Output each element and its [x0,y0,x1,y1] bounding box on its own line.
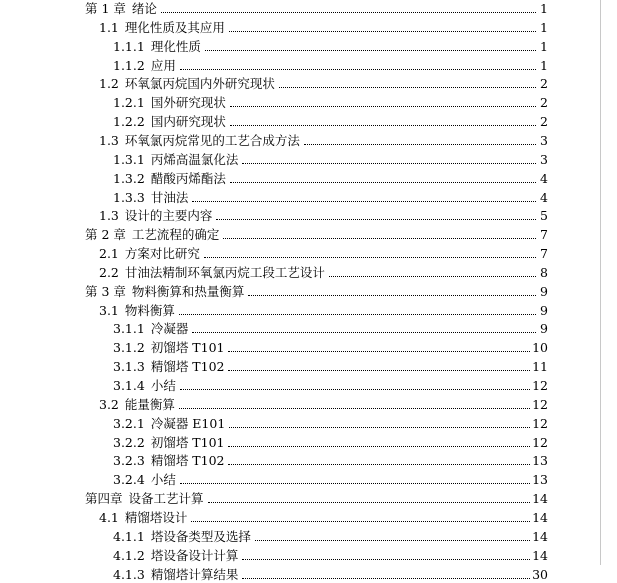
toc-entry-level-1[interactable] [85,0,548,17]
toc-entry-number: 4.1.3 [113,566,145,582]
dot-leader [279,87,536,88]
dot-leader [191,521,530,522]
toc-row [0,168,617,187]
toc-entry-title: 物料衡算和热量衡算 [131,283,245,299]
toc-row [0,526,617,545]
dot-leader [192,201,536,202]
toc-row [0,17,617,36]
dot-leader [161,12,536,13]
toc-entry-page-number: 12 [532,378,548,393]
toc-entry-page-number: 2 [540,95,548,111]
toc-entry-number: 1.2 [99,76,119,92]
toc-entry-page-number: 1 [540,1,548,16]
dot-leader [179,408,530,409]
toc-entry-title: 能量衡算 [124,396,175,412]
dot-leader [229,31,536,32]
toc-entry-level-3[interactable] [113,545,548,564]
toc-entry-title: 设计的主要内容 [124,208,213,224]
toc-entry-number: 1.3.2 [113,170,145,186]
dot-leader [329,276,536,277]
toc-entry-number: 1.1.1 [113,38,145,54]
toc-entry-page-number: 12 [532,434,548,450]
toc-entry-level-3[interactable] [113,450,548,469]
toc-entry-level-3[interactable] [113,375,548,394]
toc-entry-page-number: 10 [532,340,548,356]
toc-row [0,281,617,300]
toc-entry-page-number: 12 [532,415,548,431]
toc-entry-title: 国内研究现状 [150,114,226,130]
toc-entry-number: 1.3 [99,132,119,148]
toc-entry-title: 工艺流程的确定 [131,227,220,243]
dot-leader [192,332,536,333]
toc-entry-number: 3.2.4 [113,472,145,488]
toc-entry-title: 醋酸丙烯酯法 [150,170,226,186]
toc-entry-level-3[interactable] [113,168,548,187]
toc-entry-number: 3.1.1 [113,321,145,337]
toc-entry-level-2[interactable] [99,262,548,281]
toc-entry-number: 1.2.1 [113,95,145,111]
toc-entry-level-3[interactable] [113,526,548,545]
toc-entry-title: 设备工艺计算 [128,491,204,507]
dot-leader [228,351,530,352]
toc-entry-title: 应用 [150,57,176,73]
toc-row [0,488,617,507]
toc-row [0,205,617,224]
toc-entry-title: 理化性质及其应用 [124,19,225,35]
toc-entry-level-3[interactable] [113,55,548,74]
dot-leader [180,389,530,390]
toc-entry-page-number: 9 [540,302,548,318]
toc-entry-level-3[interactable] [113,187,548,206]
toc-entry-title: 甘油法精制环氧氯丙烷工段工艺设计 [124,264,325,280]
toc-row [0,318,617,337]
dot-leader [205,50,536,51]
toc-entry-number: 2.1 [99,246,119,262]
toc-row [0,0,617,17]
toc-entry-number: 3.2.1 [113,415,145,431]
toc-entry-title: 理化性质 [150,38,201,54]
toc-entry-level-3[interactable] [113,92,548,111]
toc-entry-page-number: 1 [540,19,548,35]
toc-entry-title: 国外研究现状 [150,95,226,111]
toc-entry-number: 3.1.2 [113,340,145,356]
toc-row [0,224,617,243]
toc-entry-page-number: 3 [540,151,548,167]
dot-leader [242,578,530,579]
toc-row [0,394,617,413]
toc-row [0,111,617,130]
toc-row [0,356,617,375]
toc-entry-title: 塔设备类型及选择 [150,528,251,544]
toc-row [0,375,617,394]
toc-entry-level-3[interactable] [113,337,548,356]
dot-leader [180,69,536,70]
dot-leader [180,483,530,484]
toc-entry-number: 1.3.3 [113,189,145,205]
toc-entry-page-number: 2 [540,76,548,92]
toc-entry-page-number: 30 [532,566,548,582]
dot-leader [304,144,536,145]
toc-row [0,564,617,583]
toc-entry-page-number: 4 [540,170,548,186]
toc-entry-title: 精馏塔计算结果 [150,566,239,582]
toc-entry-page-number: 9 [540,283,548,299]
toc-entry-number: 3.2 [99,396,119,412]
toc-entry-level-3[interactable] [113,356,548,375]
toc-entry-page-number: 4 [540,189,548,205]
toc-row [0,337,617,356]
toc-entry-level-2[interactable] [99,243,548,262]
toc-entry-number: 2.2 [99,264,119,280]
toc-row [0,450,617,469]
toc-entry-level-3[interactable] [113,413,548,432]
toc-entry-page-number: 1 [540,38,548,54]
toc-entry-number: 3.1.4 [113,378,145,393]
toc-entry-number: 第 1 章 [85,1,126,16]
dot-leader [228,464,530,465]
dot-leader [230,182,536,183]
toc-entry-page-number: 13 [532,453,548,469]
dot-leader [208,502,531,503]
dot-leader [204,257,536,258]
toc-entry-title: 丙烯高温氯化法 [150,151,239,167]
toc-row [0,130,617,149]
toc-entry-level-3[interactable] [113,149,548,168]
toc-entry-title: 环氧氯丙烷常见的工艺合成方法 [124,132,300,148]
toc-entry-title: 方案对比研究 [124,246,200,262]
toc-entry-level-3[interactable] [113,564,548,583]
toc-entry-title: 初馏塔 T101 [150,340,225,356]
dot-leader [229,427,530,428]
dot-leader [216,219,536,220]
toc-entry-title: 初馏塔 T101 [150,434,225,450]
dot-leader [255,540,530,541]
dot-leader [223,238,536,239]
dot-leader [248,295,536,296]
toc-entry-title: 冷凝器 [150,321,189,337]
toc-row [0,243,617,262]
toc-row [0,73,617,92]
toc-entry-title: 环氧氯丙烷国内外研究现状 [124,76,275,92]
toc-entry-page-number: 14 [532,547,548,563]
dot-leader [230,125,536,126]
toc-entry-title: 小结 [150,472,176,488]
toc-entry-level-3[interactable] [113,469,548,488]
dot-leader [228,446,530,447]
toc-entry-number: 第 3 章 [85,283,126,299]
toc-entry-title: 塔设备设计计算 [150,547,239,563]
toc-entry-page-number: 7 [540,246,548,262]
toc-entry-number: 4.1.1 [113,528,145,544]
toc-entry-level-2[interactable] [99,130,548,149]
toc-row [0,507,617,526]
toc-entry-number: 3.1 [99,302,119,318]
toc-entry-page-number: 13 [532,472,548,488]
toc-entry-level-3[interactable] [113,318,548,337]
toc-entry-title: 小结 [150,378,176,393]
toc-entry-page-number: 14 [532,509,548,525]
toc-entry-title: 绪论 [131,1,157,16]
toc-entry-page-number: 7 [540,227,548,243]
toc-entry-title: 精馏塔 T102 [150,453,225,469]
toc-entry-page-number: 5 [540,208,548,224]
toc-entry-number: 1.3.1 [113,151,145,167]
toc-entry-level-1[interactable] [85,281,548,300]
dot-leader [228,370,530,371]
toc-row [0,300,617,319]
toc-entry-page-number: 1 [540,57,548,73]
toc-entry-number: 4.1.2 [113,547,145,563]
toc-entry-number: 1.1 [99,19,119,35]
toc-entry-level-2[interactable] [99,205,548,224]
toc-entry-level-2[interactable] [99,507,548,526]
toc-entry-number: 1.3 [99,208,119,224]
toc-entry-number: 3.2.2 [113,434,145,450]
toc-entry-number: 1.2.2 [113,114,145,130]
toc-row [0,432,617,451]
toc-row [0,149,617,168]
toc-row [0,413,617,432]
toc-entry-page-number: 3 [540,132,548,148]
toc-row [0,55,617,74]
dot-leader [242,163,536,164]
toc-entry-number: 4.1 [99,509,119,525]
toc-entry-title: 冷凝器 E101 [150,415,226,431]
toc-entry-level-3[interactable] [113,36,548,55]
toc-entry-number: 第四章 [85,491,123,507]
toc-entry-page-number: 2 [540,114,548,130]
toc-entry-page-number: 8 [540,264,548,280]
toc-entry-title: 物料衡算 [124,302,175,318]
toc-entry-number: 3.1.3 [113,359,145,375]
toc-row [0,187,617,206]
toc-entry-number: 第 2 章 [85,227,126,243]
dot-leader [242,559,530,560]
toc-entry-page-number: 14 [532,528,548,544]
toc-entry-level-3[interactable] [113,432,548,451]
toc-entry-level-2[interactable] [99,73,548,92]
toc-entry-title: 精馏塔 T102 [150,359,225,375]
toc-row [0,36,617,55]
toc-entry-number: 3.2.3 [113,453,145,469]
toc-row [0,469,617,488]
toc-entry-title: 甘油法 [150,189,189,205]
toc-entry-page-number: 11 [532,359,548,375]
toc-entry-level-1[interactable] [85,488,548,507]
toc-entry-level-2[interactable] [99,394,548,413]
toc-entry-level-2[interactable] [99,300,548,319]
dot-leader [230,106,536,107]
dot-leader [179,314,536,315]
toc-entry-level-3[interactable] [113,111,548,130]
toc-entry-page-number: 14 [532,491,548,507]
toc-entry-title: 精馏塔设计 [124,509,188,525]
toc-entry-level-2[interactable] [99,17,548,36]
toc-row [0,545,617,564]
toc-entry-number: 1.1.2 [113,57,145,73]
toc-entry-level-1[interactable] [85,224,548,243]
toc-row [0,262,617,281]
toc-entry-page-number: 9 [540,321,548,337]
toc-row [0,92,617,111]
toc-entry-page-number: 12 [532,396,548,412]
